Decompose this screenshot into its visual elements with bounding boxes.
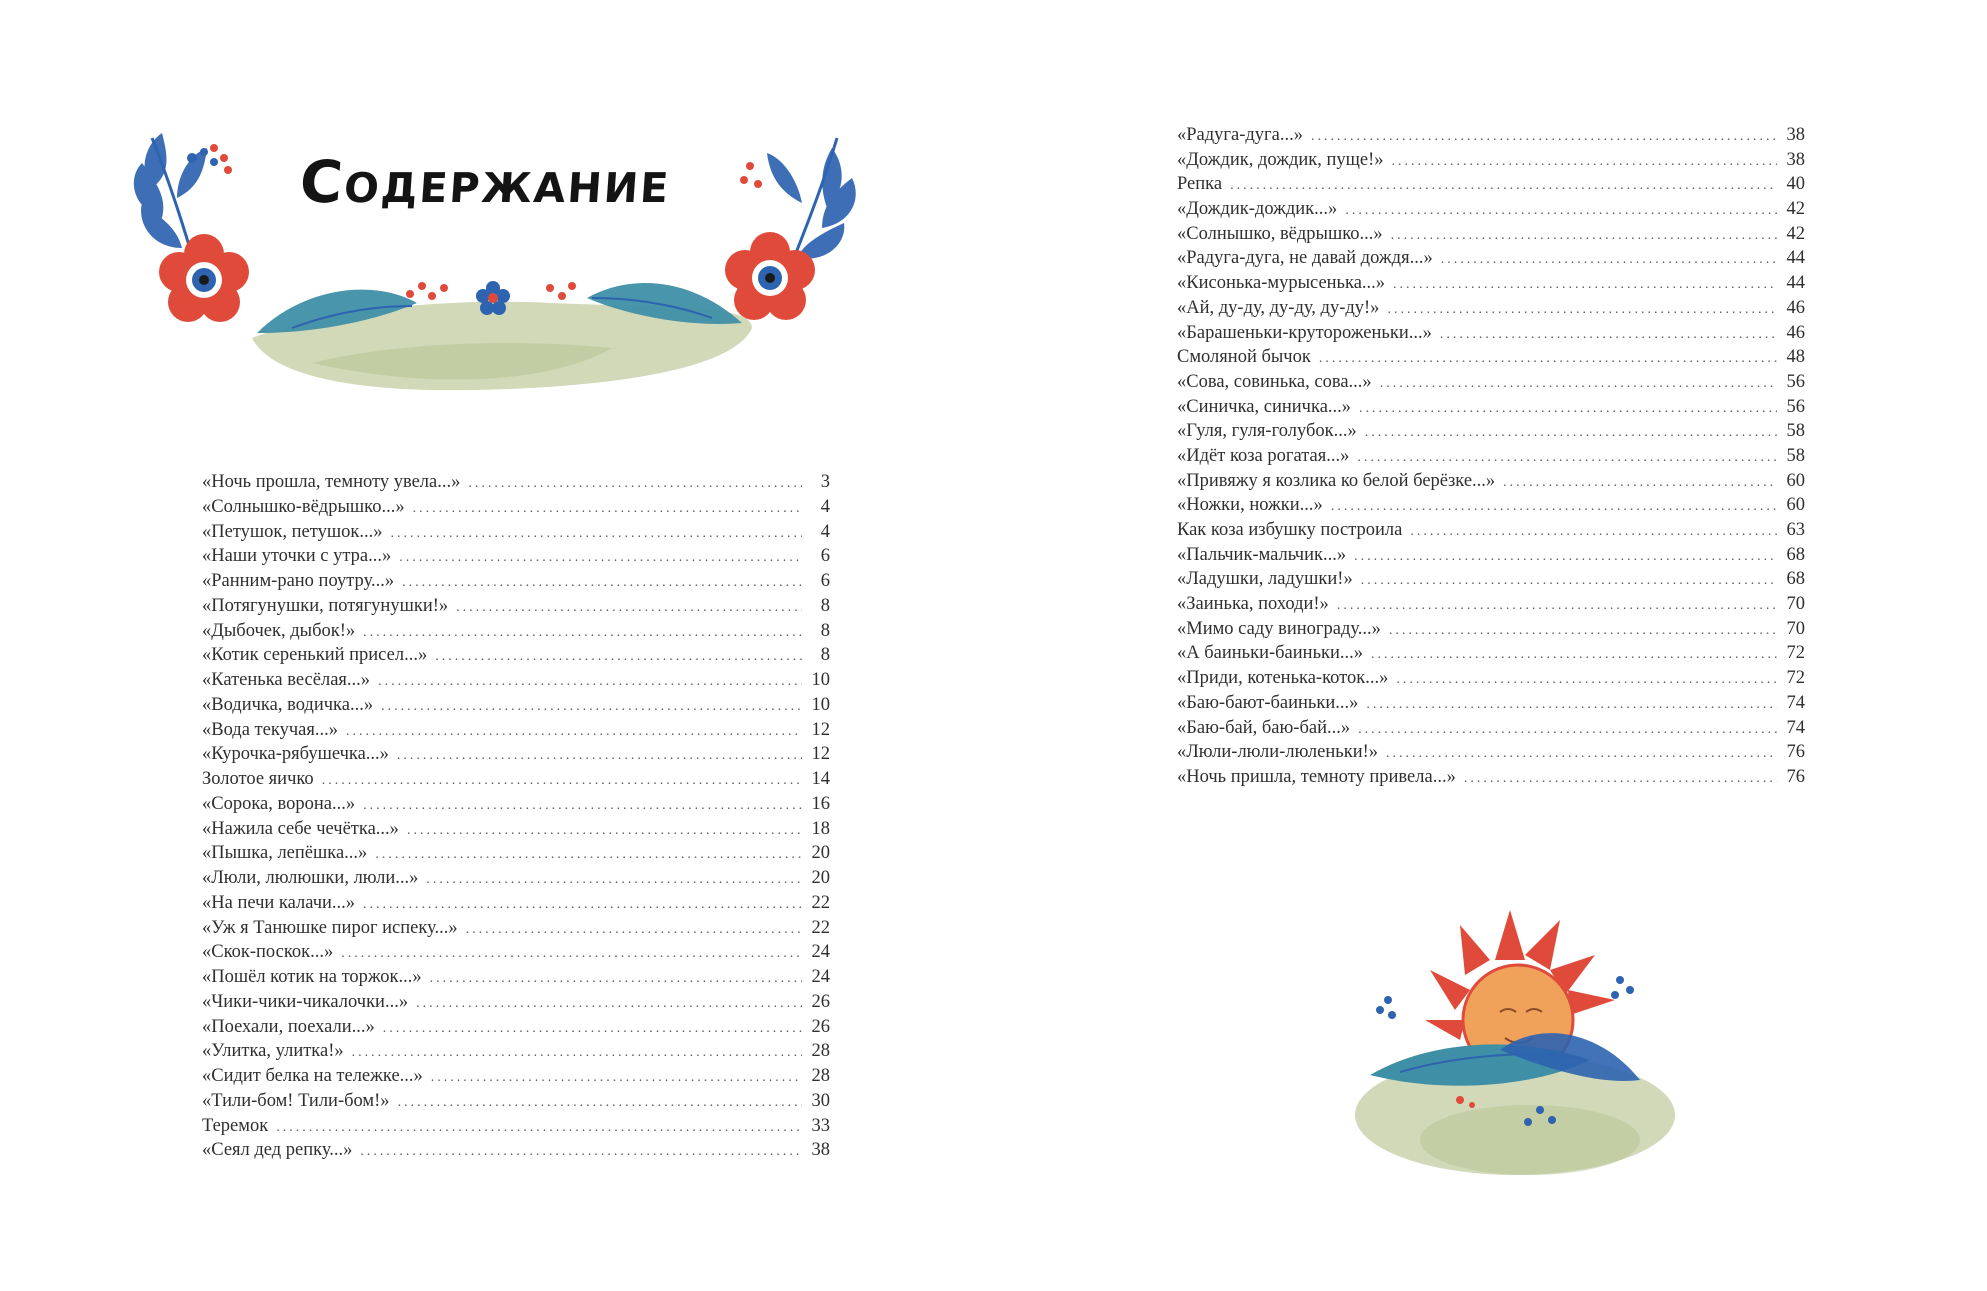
sun-illustration — [1340, 900, 1680, 1190]
toc-entry[interactable]: «Приди, котенька-коток...» ..... 72 — [1177, 666, 1805, 691]
toc-entry[interactable]: «Ночь прошла, темноту увела...» ..... 3 — [202, 470, 830, 495]
toc-entry[interactable]: «Ножки, ножки...» ..... 60 — [1177, 493, 1805, 518]
toc-entry[interactable]: «Улитка, улитка!» ..... 28 — [202, 1039, 830, 1064]
toc-entry[interactable]: «Котик серенький присел...» ..... 8 — [202, 643, 830, 668]
toc-left-column — [202, 470, 830, 1163]
toc-entry[interactable]: «А баиньки-баиньки...» ..... 72 — [1177, 641, 1805, 666]
toc-entry[interactable]: «Дождик-дождик...» ..... 42 — [1177, 197, 1805, 222]
toc-right-column — [1177, 123, 1805, 790]
toc-entry[interactable]: «Курочка-рябушечка...» ..... 12 — [202, 742, 830, 767]
toc-entry[interactable]: «Люли-люли-люленьки!» ..... 76 — [1177, 740, 1805, 765]
toc-entry[interactable]: «Солнышко-вёдрышко...» ..... 4 — [202, 495, 830, 520]
toc-entry[interactable]: «Пошёл котик на торжок...» ..... 24 — [202, 965, 830, 990]
toc-entry[interactable]: «Тили-бом! Тили-бом!» ..... 30 — [202, 1089, 830, 1114]
toc-entry[interactable]: «Идёт коза рогатая...» ..... 58 — [1177, 444, 1805, 469]
toc-entry[interactable]: «Гуля, гуля-голубок...» ..... 58 — [1177, 419, 1805, 444]
toc-entry[interactable]: «На печи калачи...» ..... 22 — [202, 891, 830, 916]
toc-entry[interactable]: «Петушок, петушок...» ..... 4 — [202, 520, 830, 545]
toc-entry[interactable]: «Скок-поскок...» ..... 24 — [202, 940, 830, 965]
toc-entry[interactable]: «Дождик, дождик, пуще!» ..... 38 — [1177, 148, 1805, 173]
toc-entry[interactable]: «Синичка, синичка...» ..... 56 — [1177, 395, 1805, 420]
toc-entry[interactable]: «Уж я Танюшке пирог испеку...» ..... 22 — [202, 916, 830, 941]
toc-entry[interactable]: «Ночь пришла, темноту привела...» ..... 76 — [1177, 765, 1805, 790]
toc-entry[interactable]: «Сидит белка на тележке...» ..... 28 — [202, 1064, 830, 1089]
toc-entry[interactable]: «Солнышко, вёдрышко...» ..... 42 — [1177, 222, 1805, 247]
toc-entry[interactable]: Репка ..... 40 — [1177, 172, 1805, 197]
toc-entry[interactable]: «Ай, ду-ду, ду-ду, ду-ду!» ..... 46 — [1177, 296, 1805, 321]
toc-entry[interactable]: «Мимо саду винограду...» ..... 70 — [1177, 617, 1805, 642]
toc-entry[interactable]: «Радуга-дуга, не давай дождя...» ..... 44 — [1177, 246, 1805, 271]
toc-entry[interactable]: «Потягунушки, потягунушки!» ..... 8 — [202, 594, 830, 619]
toc-entry[interactable]: «Ладушки, ладушки!» ..... 68 — [1177, 567, 1805, 592]
toc-entry[interactable]: Смоляной бычок ..... 48 — [1177, 345, 1805, 370]
toc-entry[interactable]: «Сеял дед репку...» ..... 38 — [202, 1138, 830, 1163]
toc-entry[interactable]: «Нажила себе чечётка...» ..... 18 — [202, 817, 830, 842]
toc-entry[interactable]: Как коза избушку построила ..... 63 — [1177, 518, 1805, 543]
toc-entry[interactable]: «Радуга-дуга...» ..... 38 — [1177, 123, 1805, 148]
toc-entry[interactable]: «Люли, люлюшки, люли...» ..... 20 — [202, 866, 830, 891]
toc-entry[interactable]: «Чики-чики-чикалочки...» ..... 26 — [202, 990, 830, 1015]
toc-entry[interactable]: «Сова, совинька, сова...» ..... 56 — [1177, 370, 1805, 395]
toc-entry[interactable]: Золотое яичко ..... 14 — [202, 767, 830, 792]
toc-entry[interactable]: «Пальчик-мальчик...» ..... 68 — [1177, 543, 1805, 568]
toc-entry[interactable]: «Баю-бают-баиньки...» ..... 74 — [1177, 691, 1805, 716]
toc-entry[interactable]: «Наши уточки с утра...» ..... 6 — [202, 544, 830, 569]
toc-entry[interactable]: «Ранним-рано поутру...» ..... 6 — [202, 569, 830, 594]
toc-entry[interactable]: «Заинька, походи!» ..... 70 — [1177, 592, 1805, 617]
folk-sun-icon — [1340, 900, 1680, 1190]
toc-entry[interactable]: «Вода текучая...» ..... 12 — [202, 718, 830, 743]
toc-entry[interactable]: «Катенька весёлая...» ..... 10 — [202, 668, 830, 693]
toc-entry[interactable]: «Дыбочек, дыбок!» ..... 8 — [202, 619, 830, 644]
toc-entry[interactable]: «Поехали, поехали...» ..... 26 — [202, 1015, 830, 1040]
toc-entry[interactable]: «Кисонька-мурысенька...» ..... 44 — [1177, 271, 1805, 296]
toc-entry[interactable]: Теремок ..... 33 — [202, 1114, 830, 1139]
toc-entry[interactable]: «Баю-бай, баю-бай...» ..... 74 — [1177, 716, 1805, 741]
page-title: Содержание — [297, 148, 673, 216]
toc-entry[interactable]: «Барашеньки-крутороженьки...» ..... 46 — [1177, 321, 1805, 346]
toc-entry[interactable]: «Привяжу я козлика ко белой берёзке...» ..... 60 — [1177, 469, 1805, 494]
toc-entry[interactable]: «Пышка, лепёшка...» ..... 20 — [202, 841, 830, 866]
toc-entry[interactable]: «Водичка, водичка...» ..... 10 — [202, 693, 830, 718]
toc-entry[interactable]: «Сорока, ворона...» ..... 16 — [202, 792, 830, 817]
